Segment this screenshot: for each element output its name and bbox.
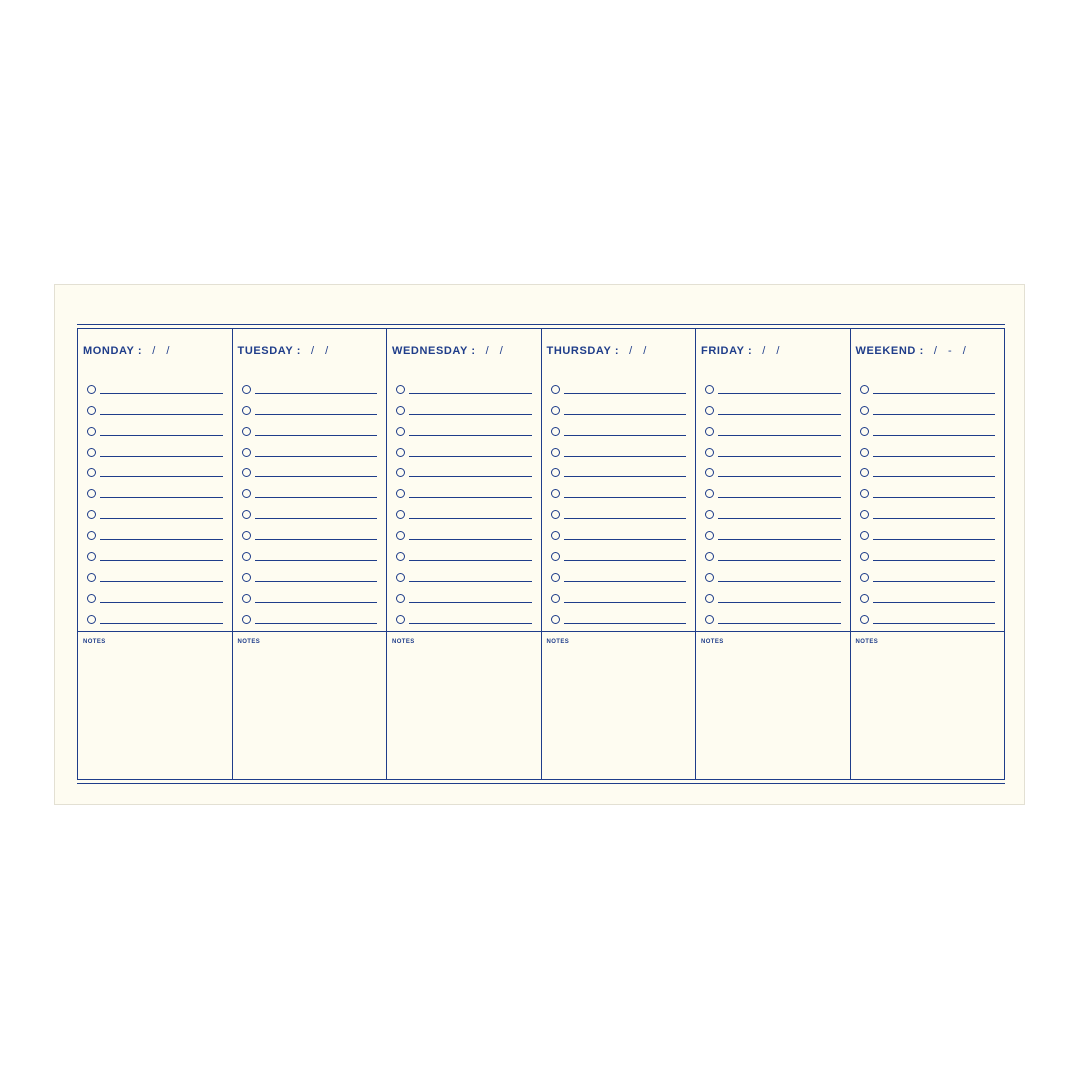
todo-item [860, 540, 996, 561]
checkbox-circle-icon[interactable] [705, 489, 714, 498]
todo-item [87, 457, 223, 478]
checkbox-circle-icon[interactable] [396, 510, 405, 519]
day-label: THURSDAY : [546, 345, 620, 357]
todo-item [551, 436, 687, 457]
day-label: WEEKEND : [855, 345, 924, 357]
todo-line[interactable] [409, 559, 532, 561]
todo-line[interactable] [564, 622, 687, 624]
todo-item [551, 477, 687, 498]
checkbox-circle-icon[interactable] [705, 573, 714, 582]
todo-line[interactable] [718, 475, 841, 477]
todo-section [233, 329, 387, 632]
todo-item [242, 540, 378, 561]
checkbox-circle-icon[interactable] [551, 510, 560, 519]
todo-line[interactable] [873, 475, 996, 477]
checkbox-circle-icon[interactable] [860, 385, 869, 394]
todo-list [242, 373, 378, 624]
checkbox-circle-icon[interactable] [87, 594, 96, 603]
checkbox-circle-icon[interactable] [396, 489, 405, 498]
todo-line[interactable] [255, 601, 378, 603]
notes-label: NOTES [546, 639, 570, 645]
day-columns [77, 329, 1005, 779]
todo-list [396, 373, 532, 624]
day-column [850, 329, 1005, 779]
checkbox-circle-icon[interactable] [705, 427, 714, 436]
checkbox-circle-icon[interactable] [87, 510, 96, 519]
todo-line[interactable] [564, 455, 687, 457]
day-header [701, 345, 783, 357]
todo-line[interactable] [409, 496, 532, 498]
checkbox-circle-icon[interactable] [705, 615, 714, 624]
todo-line[interactable] [873, 538, 996, 540]
checkbox-circle-icon[interactable] [87, 468, 96, 477]
checkbox-circle-icon[interactable] [242, 594, 251, 603]
checkbox-circle-icon[interactable] [705, 594, 714, 603]
todo-line[interactable] [255, 475, 378, 477]
todo-line[interactable] [564, 475, 687, 477]
todo-item [396, 603, 532, 624]
checkbox-circle-icon[interactable] [551, 573, 560, 582]
notes-section[interactable] [696, 632, 850, 779]
todo-line[interactable] [873, 455, 996, 457]
todo-line[interactable] [100, 538, 223, 540]
checkbox-circle-icon[interactable] [860, 489, 869, 498]
todo-list [705, 373, 841, 624]
checkbox-circle-icon[interactable] [396, 427, 405, 436]
weekly-grid [77, 324, 1005, 784]
checkbox-circle-icon[interactable] [242, 531, 251, 540]
todo-line[interactable] [564, 601, 687, 603]
todo-line[interactable] [564, 413, 687, 415]
todo-item [242, 394, 378, 415]
checkbox-circle-icon[interactable] [242, 489, 251, 498]
todo-item [87, 394, 223, 415]
checkbox-circle-icon[interactable] [705, 552, 714, 561]
todo-line[interactable] [409, 475, 532, 477]
day-header [856, 345, 970, 357]
notes-section[interactable] [542, 632, 696, 779]
todo-line[interactable] [409, 538, 532, 540]
day-label: FRIDAY : [701, 345, 753, 357]
todo-item [705, 561, 841, 582]
todo-item [396, 498, 532, 519]
day-header [547, 345, 651, 357]
notes-section[interactable] [851, 632, 1005, 779]
checkbox-circle-icon[interactable] [242, 573, 251, 582]
notes-section[interactable] [78, 632, 232, 779]
notes-section[interactable] [233, 632, 387, 779]
todo-line[interactable] [718, 517, 841, 519]
todo-item [705, 603, 841, 624]
notes-label: NOTES [392, 639, 415, 645]
checkbox-circle-icon[interactable] [87, 531, 96, 540]
checkbox-circle-icon[interactable] [860, 406, 869, 415]
todo-line[interactable] [718, 559, 841, 561]
checkbox-circle-icon[interactable] [705, 510, 714, 519]
checkbox-circle-icon[interactable] [87, 489, 96, 498]
checkbox-circle-icon[interactable] [860, 573, 869, 582]
checkbox-circle-icon[interactable] [860, 615, 869, 624]
checkbox-circle-icon[interactable] [87, 385, 96, 394]
todo-item [551, 582, 687, 603]
checkbox-circle-icon[interactable] [551, 468, 560, 477]
date-field[interactable]: / / [152, 345, 174, 357]
checkbox-circle-icon[interactable] [396, 448, 405, 457]
day-label: MONDAY : [83, 345, 143, 357]
checkbox-circle-icon[interactable] [705, 531, 714, 540]
checkbox-circle-icon[interactable] [860, 594, 869, 603]
todo-item [87, 603, 223, 624]
checkbox-circle-icon[interactable] [860, 510, 869, 519]
todo-list [87, 373, 223, 624]
checkbox-circle-icon[interactable] [705, 385, 714, 394]
todo-item [705, 498, 841, 519]
notes-label: NOTES [83, 639, 106, 645]
todo-item [87, 498, 223, 519]
todo-item [551, 519, 687, 540]
todo-item [705, 519, 841, 540]
todo-item [705, 540, 841, 561]
todo-item [87, 519, 223, 540]
todo-section [78, 329, 232, 632]
todo-item [87, 477, 223, 498]
checkbox-circle-icon[interactable] [242, 552, 251, 561]
todo-line[interactable] [873, 580, 996, 582]
checkbox-circle-icon[interactable] [551, 427, 560, 436]
todo-section [387, 329, 541, 632]
todo-item [705, 436, 841, 457]
todo-item [87, 373, 223, 394]
todo-line[interactable] [409, 434, 532, 436]
todo-item [242, 561, 378, 582]
todo-item [396, 457, 532, 478]
todo-line[interactable] [718, 601, 841, 603]
todo-list [551, 373, 687, 624]
notes-label: NOTES [855, 639, 879, 645]
todo-line[interactable] [100, 496, 223, 498]
todo-item [551, 561, 687, 582]
todo-item [860, 498, 996, 519]
todo-line[interactable] [718, 455, 841, 457]
date-field[interactable]: / / [310, 345, 333, 357]
checkbox-circle-icon[interactable] [396, 468, 405, 477]
todo-item [860, 582, 996, 603]
todo-item [705, 415, 841, 436]
todo-item [860, 477, 996, 498]
checkbox-circle-icon[interactable] [396, 573, 405, 582]
todo-line[interactable] [718, 434, 841, 436]
checkbox-circle-icon[interactable] [551, 531, 560, 540]
checkbox-circle-icon[interactable] [87, 615, 96, 624]
todo-item [551, 540, 687, 561]
todo-item [551, 373, 687, 394]
todo-item [242, 603, 378, 624]
todo-item [87, 415, 223, 436]
todo-item [396, 582, 532, 603]
todo-line[interactable] [100, 580, 223, 582]
planner-sheet [54, 284, 1025, 805]
todo-item [551, 457, 687, 478]
todo-item [860, 436, 996, 457]
day-column [541, 329, 696, 779]
todo-line[interactable] [873, 559, 996, 561]
todo-line[interactable] [409, 580, 532, 582]
todo-item [860, 373, 996, 394]
todo-line[interactable] [255, 413, 378, 415]
todo-line[interactable] [718, 496, 841, 498]
todo-line[interactable] [409, 413, 532, 415]
todo-item [242, 477, 378, 498]
todo-line[interactable] [100, 434, 223, 436]
todo-item [551, 415, 687, 436]
checkbox-circle-icon[interactable] [242, 615, 251, 624]
todo-item [87, 561, 223, 582]
todo-section [696, 329, 850, 632]
todo-item [242, 373, 378, 394]
todo-line[interactable] [564, 538, 687, 540]
todo-line[interactable] [100, 517, 223, 519]
notes-section[interactable] [387, 632, 541, 779]
todo-line[interactable] [873, 622, 996, 624]
checkbox-circle-icon[interactable] [87, 552, 96, 561]
todo-item [396, 394, 532, 415]
todo-line[interactable] [873, 496, 996, 498]
day-column [386, 329, 541, 779]
todo-line[interactable] [409, 392, 532, 394]
notes-label: NOTES [701, 639, 724, 645]
todo-item [87, 540, 223, 561]
checkbox-circle-icon[interactable] [551, 552, 560, 561]
todo-item [860, 394, 996, 415]
notes-label: NOTES [237, 639, 261, 645]
checkbox-circle-icon[interactable] [705, 406, 714, 415]
todo-item [242, 436, 378, 457]
todo-item [396, 373, 532, 394]
todo-item [705, 373, 841, 394]
todo-line[interactable] [100, 392, 223, 394]
checkbox-circle-icon[interactable] [551, 406, 560, 415]
day-header [238, 345, 333, 357]
todo-line[interactable] [718, 538, 841, 540]
checkbox-circle-icon[interactable] [551, 489, 560, 498]
todo-line[interactable] [873, 601, 996, 603]
todo-line[interactable] [564, 517, 687, 519]
checkbox-circle-icon[interactable] [860, 552, 869, 561]
todo-item [242, 415, 378, 436]
todo-line[interactable] [409, 517, 532, 519]
todo-line[interactable] [718, 622, 841, 624]
checkbox-circle-icon[interactable] [87, 573, 96, 582]
todo-line[interactable] [255, 434, 378, 436]
todo-item [396, 415, 532, 436]
checkbox-circle-icon[interactable] [860, 531, 869, 540]
todo-item [860, 457, 996, 478]
todo-line[interactable] [564, 559, 687, 561]
checkbox-circle-icon[interactable] [242, 510, 251, 519]
todo-line[interactable] [255, 622, 378, 624]
todo-item [396, 540, 532, 561]
todo-line[interactable] [718, 413, 841, 415]
checkbox-circle-icon[interactable] [396, 385, 405, 394]
day-column [695, 329, 850, 779]
todo-line[interactable] [100, 455, 223, 457]
todo-item [551, 498, 687, 519]
checkbox-circle-icon[interactable] [860, 468, 869, 477]
todo-item [551, 394, 687, 415]
checkbox-circle-icon[interactable] [242, 448, 251, 457]
day-column [78, 329, 232, 779]
todo-line[interactable] [873, 517, 996, 519]
todo-item [860, 603, 996, 624]
todo-item [396, 477, 532, 498]
todo-item [705, 477, 841, 498]
day-label: TUESDAY : [237, 345, 301, 357]
todo-item [87, 582, 223, 603]
checkbox-circle-icon[interactable] [396, 552, 405, 561]
todo-line[interactable] [873, 392, 996, 394]
date-field[interactable]: / / [762, 345, 784, 357]
checkbox-circle-icon[interactable] [551, 615, 560, 624]
checkbox-circle-icon[interactable] [551, 594, 560, 603]
todo-item [242, 519, 378, 540]
checkbox-circle-icon[interactable] [242, 385, 251, 394]
checkbox-circle-icon[interactable] [242, 468, 251, 477]
todo-item [860, 519, 996, 540]
todo-line[interactable] [100, 475, 223, 477]
todo-list [860, 373, 996, 624]
todo-line[interactable] [873, 413, 996, 415]
checkbox-circle-icon[interactable] [705, 468, 714, 477]
date-field[interactable]: / / [629, 345, 651, 357]
date-field[interactable]: / - / [933, 345, 970, 357]
day-label: WEDNESDAY : [392, 345, 476, 357]
day-column [232, 329, 387, 779]
checkbox-circle-icon[interactable] [87, 448, 96, 457]
checkbox-circle-icon[interactable] [551, 448, 560, 457]
todo-item [396, 519, 532, 540]
todo-line[interactable] [100, 622, 223, 624]
todo-line[interactable] [409, 622, 532, 624]
todo-line[interactable] [255, 538, 378, 540]
checkbox-circle-icon[interactable] [396, 615, 405, 624]
todo-line[interactable] [255, 559, 378, 561]
checkbox-circle-icon[interactable] [242, 427, 251, 436]
todo-item [551, 603, 687, 624]
checkbox-circle-icon[interactable] [860, 448, 869, 457]
checkbox-circle-icon[interactable] [860, 427, 869, 436]
todo-item [705, 457, 841, 478]
todo-line[interactable] [409, 601, 532, 603]
todo-section [851, 329, 1005, 632]
todo-item [242, 582, 378, 603]
checkbox-circle-icon[interactable] [551, 385, 560, 394]
todo-line[interactable] [718, 392, 841, 394]
todo-line[interactable] [255, 580, 378, 582]
todo-line[interactable] [255, 392, 378, 394]
todo-line[interactable] [255, 496, 378, 498]
checkbox-circle-icon[interactable] [396, 594, 405, 603]
todo-item [860, 561, 996, 582]
todo-item [396, 436, 532, 457]
checkbox-circle-icon[interactable] [242, 406, 251, 415]
date-field[interactable]: / / [485, 345, 507, 357]
checkbox-circle-icon[interactable] [87, 427, 96, 436]
todo-section [542, 329, 696, 632]
day-header [392, 345, 507, 357]
checkbox-circle-icon[interactable] [705, 448, 714, 457]
todo-item [705, 582, 841, 603]
todo-item [87, 436, 223, 457]
todo-item [705, 394, 841, 415]
todo-line[interactable] [255, 455, 378, 457]
todo-item [396, 561, 532, 582]
checkbox-circle-icon[interactable] [396, 406, 405, 415]
todo-line[interactable] [255, 517, 378, 519]
todo-line[interactable] [409, 455, 532, 457]
checkbox-circle-icon[interactable] [396, 531, 405, 540]
checkbox-circle-icon[interactable] [87, 406, 96, 415]
todo-line[interactable] [564, 392, 687, 394]
todo-line[interactable] [718, 580, 841, 582]
todo-line[interactable] [564, 434, 687, 436]
todo-line[interactable] [100, 559, 223, 561]
todo-line[interactable] [564, 580, 687, 582]
day-header [83, 345, 173, 357]
todo-item [860, 415, 996, 436]
todo-line[interactable] [564, 496, 687, 498]
todo-line[interactable] [100, 601, 223, 603]
todo-line[interactable] [873, 434, 996, 436]
todo-item [242, 457, 378, 478]
todo-line[interactable] [100, 413, 223, 415]
todo-item [242, 498, 378, 519]
